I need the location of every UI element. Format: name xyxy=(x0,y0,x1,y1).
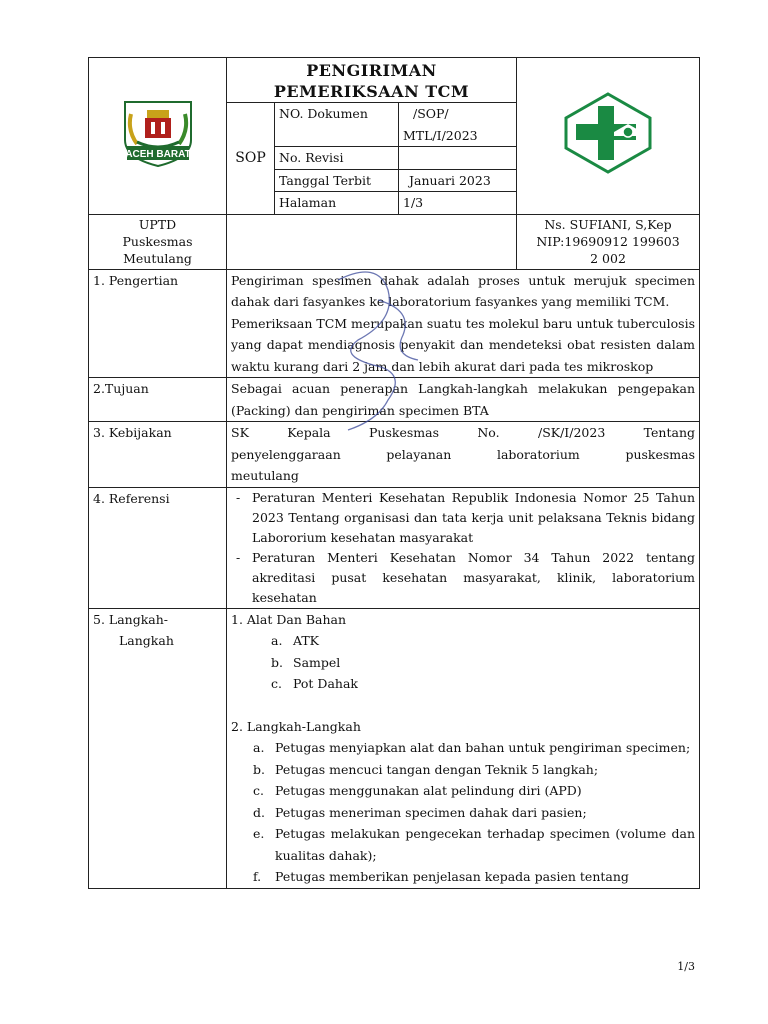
section-pengertian xyxy=(227,269,700,378)
list-item: f. Petugas memberikan penjelasan kepada pasien tentang xyxy=(253,869,629,884)
referensi-list xyxy=(231,488,695,608)
list-item: a. ATK xyxy=(271,633,320,648)
organization: UPTD Puskesmas Meutulang xyxy=(89,214,227,269)
date-value: Januari 2023 xyxy=(399,169,517,192)
logo-text: ACEH BARAT xyxy=(124,148,191,160)
section-label-langkah: 5. Langkah- Langkah xyxy=(89,608,227,888)
signatory-name: Ns. SUFIANI, S,Kep xyxy=(544,216,672,232)
langkah-heading: 2. Langkah-Langkah xyxy=(231,718,361,734)
alat-list xyxy=(271,630,695,695)
sop-label: SOP xyxy=(227,103,275,215)
puskesmas-logo xyxy=(562,92,654,174)
puskesmas-logo-cell xyxy=(517,58,700,215)
title-line-2: PEMERIKSAAN TCM xyxy=(273,82,470,101)
revision-value xyxy=(399,147,517,170)
section-label-referensi: 4. Referensi xyxy=(89,487,227,608)
section-label-tujuan: 2.Tujuan xyxy=(89,378,227,422)
date-label: Tanggal Terbit xyxy=(275,169,399,192)
referensi-item: - Peraturan Menteri Kesehatan Nomor 34 Tahun 2022 tentang akreditasi pusat kesehatan masyarakat, klinik, laboratorium kesehatan xyxy=(231,548,695,608)
page-value: 1/3 xyxy=(399,192,517,215)
list-item: c. Pot Dahak xyxy=(271,676,358,691)
page-number: 1/3 xyxy=(677,960,695,973)
pengertian-paragraph-2: Pemeriksaan TCM merupakan suatu tes molekul baru untuk tuberculosis yang dapat mendiagnosis penyakit dan mendeteksi obat resisten dalam waktu kurang dari 2 jam dan lebih akurat dari pada tes mikroskop xyxy=(231,315,696,374)
section-referensi xyxy=(227,487,700,608)
section-label-pengertian: 1. Pengertian xyxy=(89,269,227,378)
document-title xyxy=(227,58,517,103)
signatory-nip: NIP:19690912 199603 xyxy=(536,233,680,249)
doc-no-value: /SOP/ MTL/I/2023 xyxy=(399,103,517,147)
title-line-1: PENGIRIMAN xyxy=(306,61,437,80)
aceh-barat-logo xyxy=(117,96,199,170)
revision-label: No. Revisi xyxy=(275,147,399,170)
list-item: e. Petugas melakukan pengecekan terhadap specimen (volume dan kualitas dahak); xyxy=(253,826,696,863)
aceh-barat-logo-cell xyxy=(89,58,227,215)
sop-table xyxy=(88,57,700,889)
list-item: d. Petugas meneriman specimen dahak dari pasien; xyxy=(253,804,587,820)
section-kebijakan: SK Kepala Puskesmas No. /SK/I/2023 Tentang penyelenggaraan pelayanan laboratorium puskesmas meutulang xyxy=(227,422,700,488)
org-blank-cell xyxy=(227,214,517,269)
list-item: b. Sampel xyxy=(271,654,341,670)
section-label-kebijakan: 3. Kebijakan xyxy=(89,422,227,488)
referensi-item: - Peraturan Menteri Kesehatan Republik Indonesia Nomor 25 Tahun 2023 Tentang organisasi dan tata kerja unit pelaksana Teknis bidang Labororium kesehatan masyarakat xyxy=(231,488,695,548)
section-tujuan: Sebagai acuan penerapan Langkah-langkah melakukan pengepakan (Packing) dan pengiriman specimen BTA xyxy=(227,378,700,422)
list-item: a. Petugas menyiapkan alat dan bahan untuk pengiriman specimen; xyxy=(253,740,691,755)
pengertian-paragraph-1: Pengiriman spesimen dahak adalah proses untuk merujuk specimen dahak dari fasyankes ke laboratorium fasyankes yang memiliki TCM. xyxy=(231,272,696,309)
list-item: c. Petugas menggunakan alat pelindung diri (APD) xyxy=(253,783,582,798)
page-label: Halaman xyxy=(275,192,399,215)
list-item: b. Petugas mencuci tangan dengan Teknik 5 langkah; xyxy=(253,761,599,777)
doc-no-label: NO. Dokumen xyxy=(275,103,399,147)
signatory: Ns. SUFIANI, S,Kep NIP:19690912 199603 2 002 xyxy=(517,214,700,269)
section-langkah xyxy=(227,608,700,888)
steps-list xyxy=(253,737,695,888)
alat-heading: 1. Alat Dan Bahan xyxy=(231,611,347,627)
